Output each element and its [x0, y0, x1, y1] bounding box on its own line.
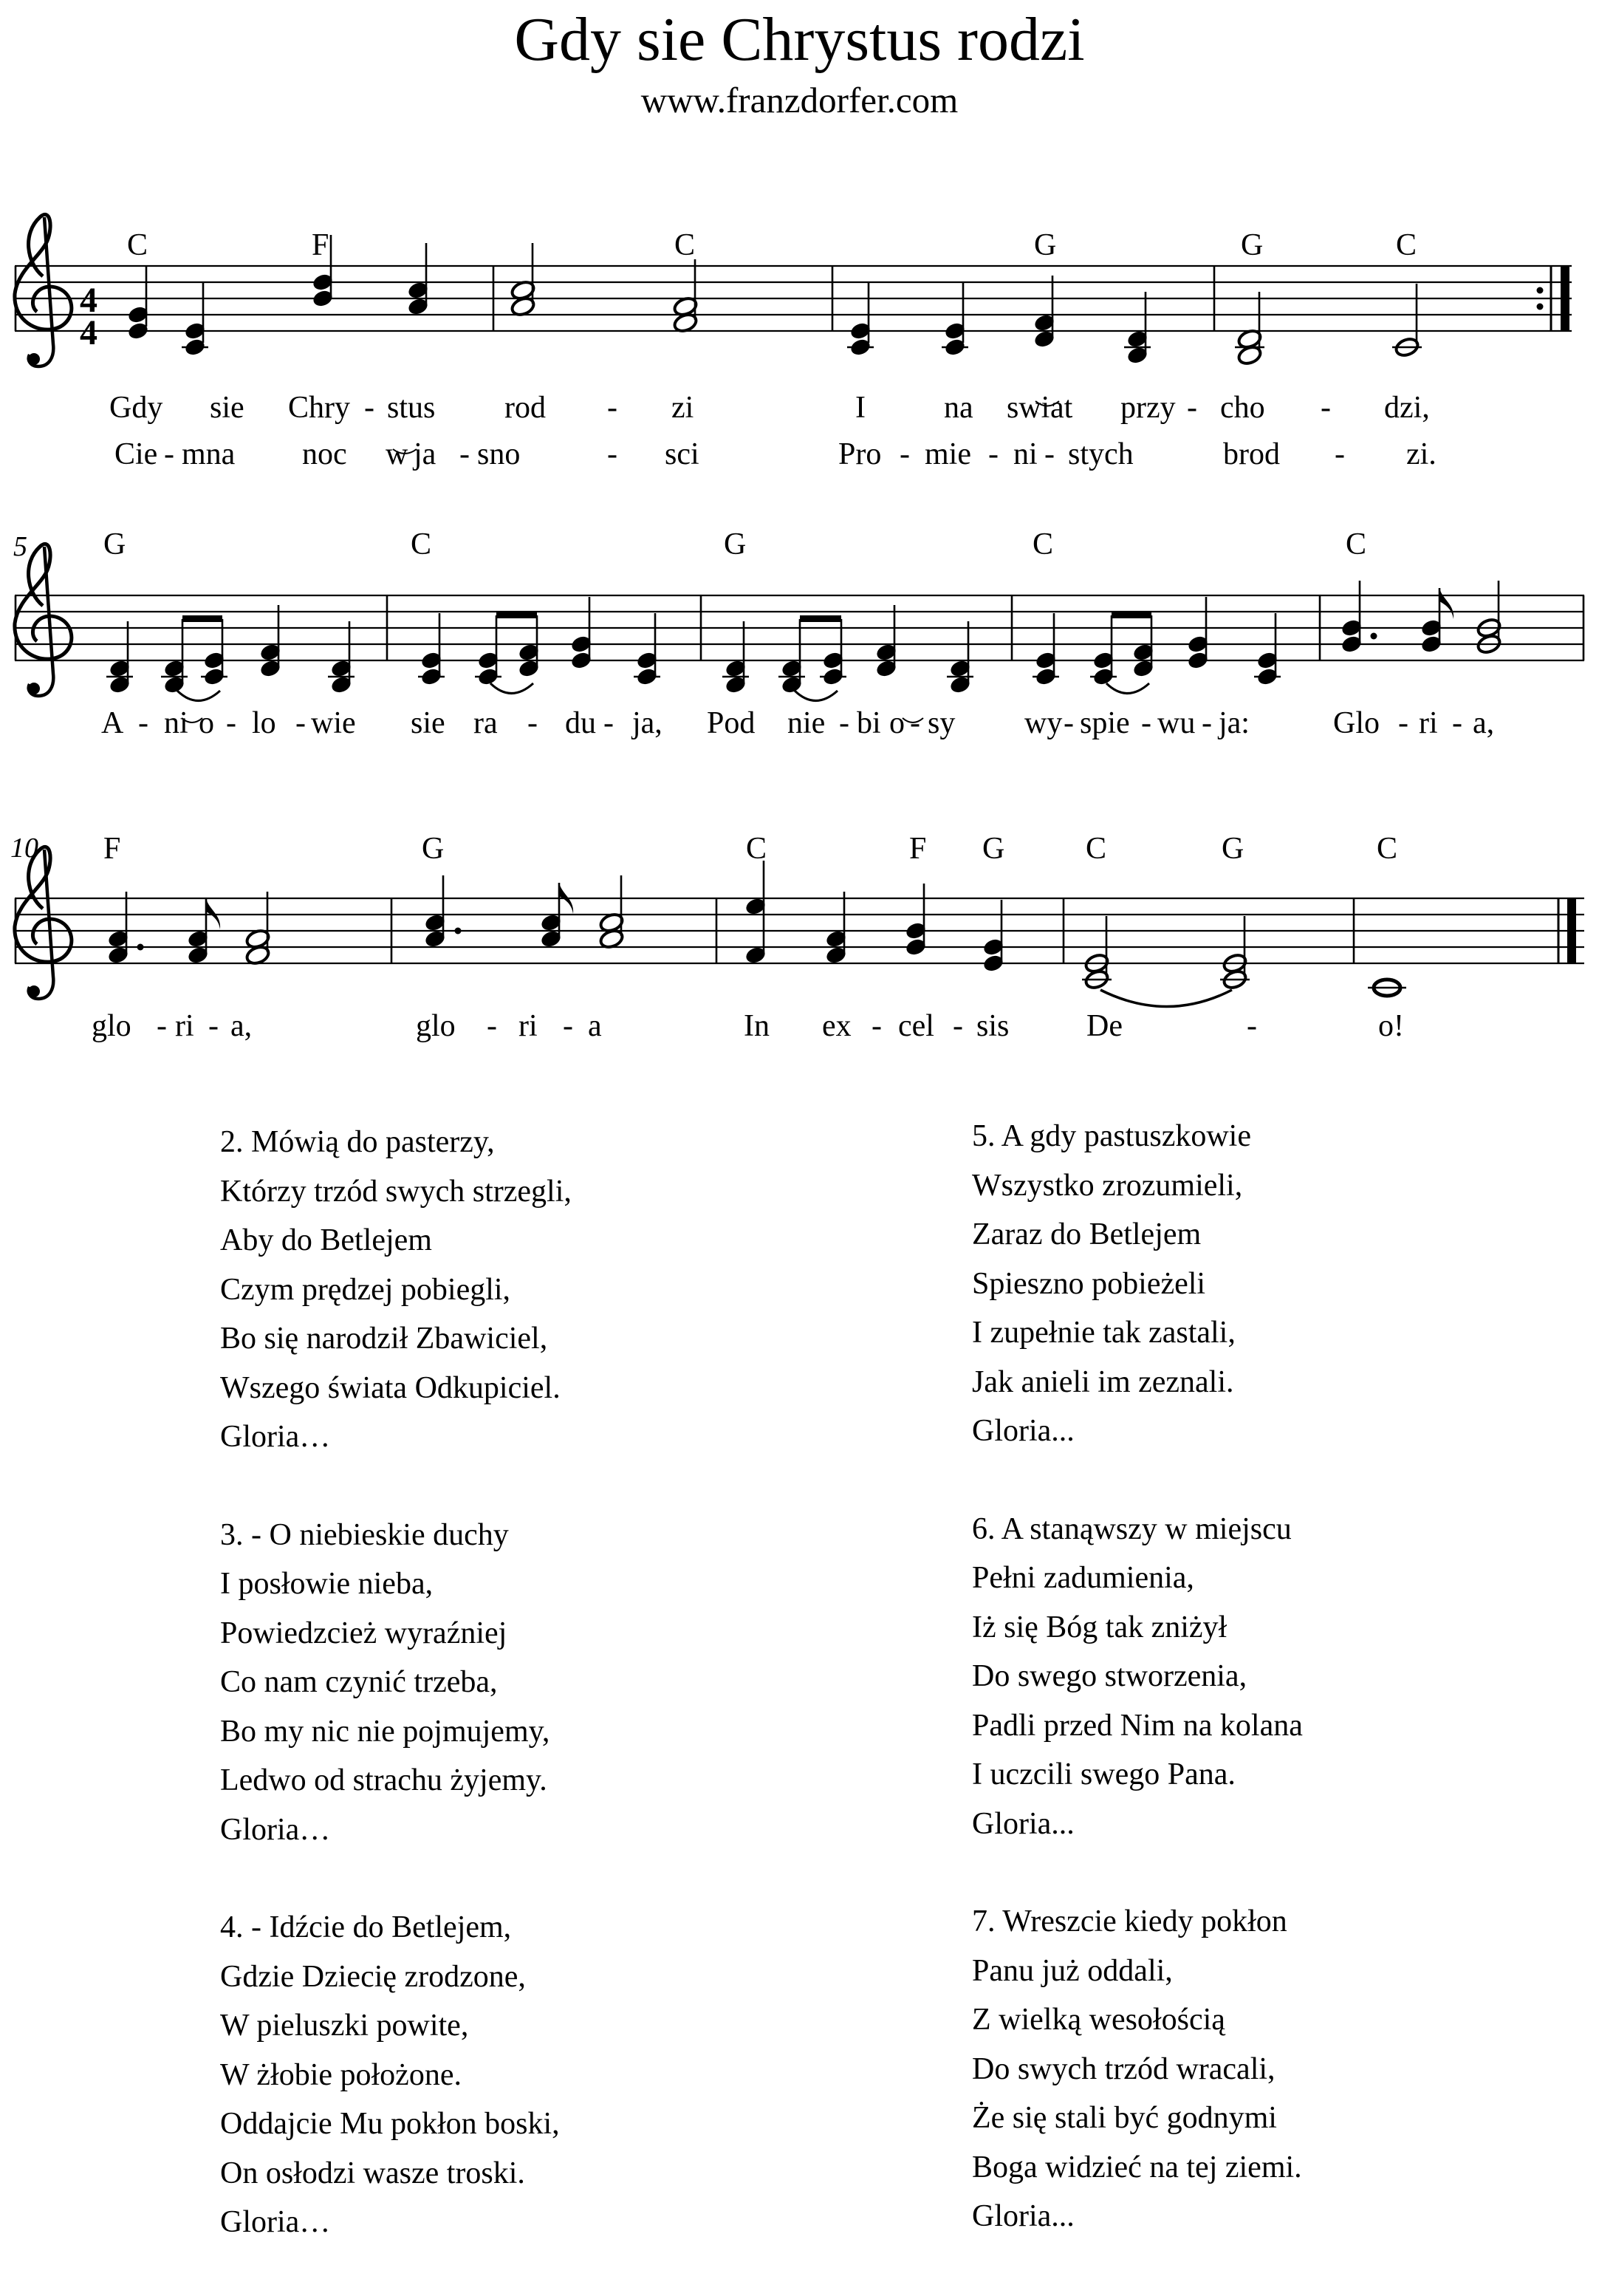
verse-line: Gloria...	[972, 1806, 1075, 1841]
lyric-syllable: ja	[414, 437, 436, 471]
lyric-syllable: swi	[1007, 391, 1050, 425]
verse-line: Gloria…	[220, 1420, 331, 1454]
lyric-syllable: ex	[822, 1009, 852, 1043]
verse-line: Ledwo od strachu żyjemy.	[220, 1763, 547, 1797]
lyric-syllable: ri	[1419, 706, 1438, 740]
verse-line: Z wielką wesołością	[972, 2003, 1225, 2037]
lyrics-system-2	[101, 706, 1494, 740]
lyric-syllable: -	[487, 1009, 497, 1043]
verse-line: Co nam czynić trzeba,	[220, 1665, 498, 1699]
lyric-syllable: -	[527, 706, 538, 740]
lyric-syllable: Pro	[838, 437, 882, 471]
lyric-syllable: In	[744, 1009, 770, 1043]
chord-symbol: C	[674, 228, 696, 262]
lyric-syllable: -	[953, 1009, 963, 1043]
lyric-syllable: -	[1064, 706, 1074, 740]
verse-line: Gloria...	[972, 1414, 1075, 1448]
chord-symbol: F	[103, 832, 121, 866]
lyric-syllable: -	[226, 706, 236, 740]
notes-measure-4	[1235, 284, 1422, 366]
final-barline	[1561, 266, 1569, 331]
lyric-syllable: -	[1335, 437, 1345, 471]
lyric-syllable: -	[910, 706, 920, 740]
verse-3	[220, 1511, 572, 1855]
lyric-syllable: A	[101, 706, 124, 740]
measure-number: 10	[10, 833, 38, 864]
lyric-syllable: -	[1044, 437, 1055, 471]
lyric-syllable: a,	[230, 1009, 253, 1043]
lyric-syllable: -	[1202, 706, 1212, 740]
verse-line: I zupełnie tak zastali,	[972, 1316, 1236, 1350]
lyric-syllable: Chry	[288, 391, 350, 425]
lyric-syllable: a,	[1473, 706, 1495, 740]
lyric-syllable: at	[1050, 391, 1073, 425]
chord-symbol: C	[1377, 832, 1398, 866]
staff-lines	[15, 266, 1572, 331]
lyric-syllable: -	[607, 437, 617, 471]
treble-clef-icon	[15, 214, 72, 366]
lyric-syllable: przy	[1120, 391, 1176, 425]
lyric-syllable: ni	[1013, 437, 1038, 471]
lyric-syllable: -	[459, 437, 470, 471]
lyric-syllable: ja:	[1219, 706, 1250, 740]
lyric-syllable: ri	[175, 1009, 194, 1043]
verse-line: Bo się narodził Zbawiciel,	[220, 1322, 548, 1356]
lyric-syllable: dzi,	[1384, 391, 1430, 425]
lyric-syllable: o	[199, 706, 214, 740]
lyric-syllable: bi	[857, 706, 881, 740]
repeat-dot	[1537, 304, 1544, 310]
lyric-syllable: Cie	[114, 437, 158, 471]
chord-symbol: G	[724, 527, 747, 561]
lyric-syllable: -	[138, 706, 148, 740]
verse-2	[220, 1118, 572, 1462]
chord-symbol: G	[1034, 228, 1057, 262]
chord-symbol: C	[1346, 527, 1367, 561]
lyric-syllable: brod	[1223, 437, 1280, 471]
verse-line: Wszystko zrozumieli,	[972, 1168, 1243, 1203]
chord-symbol: C	[746, 832, 767, 866]
lyric-syllable: glo	[92, 1009, 131, 1043]
lyric-syllable: cel	[898, 1009, 934, 1043]
chord-symbol: C	[1396, 228, 1417, 262]
chord-symbol: C	[127, 228, 148, 262]
lyric-syllable: o!	[1378, 1009, 1404, 1043]
verse-6	[972, 1505, 1303, 1849]
staff-lines	[15, 898, 1584, 963]
notes-measure-3	[847, 276, 1151, 366]
lyric-syllable: -	[900, 437, 910, 471]
verse-line: Gloria…	[220, 1812, 331, 1847]
lyric-syllable: ri	[518, 1009, 538, 1043]
lyric-syllable: -	[1247, 1009, 1257, 1043]
verse-line: 5. A gdy pastuszkowie	[972, 1119, 1251, 1153]
verse-line: Spieszno pobieżeli	[972, 1266, 1206, 1301]
verse-line: 2. Mówią do pasterzy,	[220, 1125, 495, 1159]
lyric-syllable: cho	[1220, 391, 1265, 425]
lyric-syllable: I	[855, 391, 866, 425]
chord-symbol: G	[982, 832, 1005, 866]
chord-symbol: C	[411, 527, 432, 561]
lyric-syllable: sno	[477, 437, 521, 471]
lyric-syllable: -	[1141, 706, 1151, 740]
verse-line: Jak anieli im zeznali.	[972, 1364, 1234, 1399]
chord-symbol: G	[1222, 832, 1244, 866]
verse-line: I uczcili swego Pana.	[972, 1757, 1236, 1791]
verse-line: Powiedzcież wyraźniej	[220, 1616, 507, 1650]
lyric-syllable: glo	[416, 1009, 456, 1043]
slur	[1100, 990, 1232, 1007]
verse-line: Boga widzieć na tej ziemi.	[972, 2150, 1302, 2184]
chord-symbol: F	[312, 228, 329, 262]
notes-measure-14	[1368, 980, 1406, 996]
lyric-syllable: -	[1452, 706, 1462, 740]
lyric-syllable: wie	[311, 706, 356, 740]
chord-symbol: C	[1033, 527, 1054, 561]
lyric-syllable: De	[1086, 1009, 1123, 1043]
verse-line: Bo my nic nie pojmujemy,	[220, 1714, 550, 1749]
lyric-syllable: stus	[387, 391, 436, 425]
lyric-syllable: a	[588, 1009, 602, 1043]
verse-line: Padli przed Nim na kolana	[972, 1708, 1303, 1743]
lyric-syllable: ra	[473, 706, 498, 740]
lyric-syllable: Pod	[707, 706, 756, 740]
measure-number: 5	[13, 531, 27, 562]
lyric-syllable: -	[295, 706, 306, 740]
lyric-syllable: wu	[1157, 706, 1196, 740]
lyric-syllable: nie	[787, 706, 826, 740]
chord-symbol: G	[422, 832, 445, 866]
verse-line: Pełni zadumienia,	[972, 1561, 1194, 1595]
notes-measure-2	[510, 243, 698, 334]
verse-line: Iż się Bóg tak zniżył	[972, 1610, 1228, 1644]
verses-right-column	[972, 1112, 1303, 2290]
treble-clef-icon	[15, 847, 72, 999]
verse-line: Panu już oddali,	[972, 1953, 1173, 1988]
lyric-syllable: wy	[1024, 706, 1063, 740]
lyric-syllable: sci	[665, 437, 699, 471]
time-signature-bottom: 4	[80, 313, 97, 352]
lyric-syllable: -	[872, 1009, 882, 1043]
chord-symbol: G	[103, 527, 126, 561]
verse-line: W żłobie położone.	[220, 2057, 462, 2092]
notes-measure-7	[722, 605, 973, 701]
lyric-syllable: -	[988, 437, 999, 471]
staff-system-1	[15, 214, 1572, 471]
lyric-syllable: -	[364, 391, 374, 425]
verses-left-column	[220, 1118, 572, 2296]
time-signature-top: 4	[80, 281, 97, 320]
sheet-music-score	[0, 0, 1599, 1108]
lyric-syllable: w	[386, 437, 408, 471]
lyric-syllable: -	[607, 391, 617, 425]
treble-clef-icon	[15, 544, 72, 696]
verse-line: 3. - O niebieskie duchy	[220, 1517, 509, 1552]
lyric-syllable: o	[889, 706, 905, 740]
verse-line: Gdzie Dziecię zrodzone,	[220, 1959, 526, 1994]
lyric-syllable: -	[164, 437, 174, 471]
lyric-syllable: du	[565, 706, 596, 740]
lyric-syllable: -	[157, 1009, 167, 1043]
staff-system-2	[13, 527, 1584, 740]
verse-line: Do swych trzód wracali,	[972, 2051, 1276, 2086]
lyric-syllable: sie	[210, 391, 244, 425]
lyric-syllable: stych	[1068, 437, 1134, 471]
lyric-syllable: sie	[411, 706, 445, 740]
verse-line: Że się stali być godnymi	[972, 2101, 1277, 2135]
notes-measure-11	[423, 875, 624, 950]
notes-measure-1	[126, 235, 429, 358]
lyric-syllable: lo	[252, 706, 276, 740]
lyric-syllable: -	[839, 706, 849, 740]
verse-line: 6. A stanąwszy w miejscu	[972, 1511, 1292, 1546]
final-barline	[1567, 898, 1576, 963]
lyrics-verse-1	[109, 391, 1430, 425]
verse-line: I posłowie nieba,	[220, 1567, 434, 1601]
verse-line: Oddajcie Mu pokłon boski,	[220, 2107, 560, 2141]
verse-line: Do swego stworzenia,	[972, 1659, 1247, 1693]
chord-symbol: F	[909, 832, 927, 866]
notes-measure-13	[1082, 916, 1250, 1007]
verse-5	[972, 1112, 1303, 1456]
lyric-syllable: -	[563, 1009, 573, 1043]
lyric-syllable: spie	[1080, 706, 1130, 740]
verse-7	[972, 1897, 1303, 2241]
lyric-syllable: -	[1321, 391, 1331, 425]
notes-measure-12	[744, 861, 1004, 974]
verse-line: Gloria...	[972, 2199, 1075, 2233]
verse-line: Zaraz do Betlejem	[972, 1217, 1202, 1251]
lyric-syllable: mie	[925, 437, 971, 471]
verse-line: On osłodzi wasze troski.	[220, 2156, 525, 2190]
song-title: Gdy sie Chrystus rodzi	[514, 5, 1085, 74]
chord-symbol: G	[1241, 228, 1264, 262]
lyric-syllable: -	[1187, 391, 1197, 425]
website-subtitle: www.franzdorfer.com	[640, 80, 959, 120]
verse-4	[220, 1903, 572, 2247]
lyric-syllable: Glo	[1333, 706, 1380, 740]
lyric-syllable: mna	[182, 437, 236, 471]
verse-line: Wszego świata Odkupiciel.	[220, 1370, 561, 1405]
verse-line: Czym prędzej pobiegli,	[220, 1272, 511, 1307]
lyric-syllable: zi.	[1406, 437, 1437, 471]
verse-line: 7. Wreszcie kiedy pokłon	[972, 1904, 1287, 1938]
lyric-syllable: ni	[164, 706, 188, 740]
lyric-syllable: Gdy	[109, 391, 163, 425]
lyric-syllable: sis	[976, 1009, 1010, 1043]
staff-system-3	[10, 832, 1584, 1043]
lyric-syllable: sy	[928, 706, 956, 740]
lyric-syllable: noc	[302, 437, 347, 471]
verse-line: 4. - Idźcie do Betlejem,	[220, 1910, 512, 1944]
notes-measure-5	[106, 605, 355, 701]
notes-measure-10	[106, 892, 270, 966]
lyric-syllable: -	[603, 706, 614, 740]
lyric-syllable: -	[208, 1009, 219, 1043]
verse-line: W pieluszki powite,	[220, 2009, 469, 2043]
repeat-dot	[1537, 287, 1544, 294]
verse-line: Aby do Betlejem	[220, 1223, 432, 1257]
lyric-syllable: zi	[671, 391, 694, 425]
lyric-syllable: -	[1398, 706, 1408, 740]
verse-line: Gloria…	[220, 2205, 331, 2239]
verse-line: Którzy trzód swych strzegli,	[220, 1174, 572, 1209]
lyric-syllable: na	[944, 391, 973, 425]
lyrics-verse-2	[114, 437, 1437, 471]
lyric-syllable: ja,	[632, 706, 662, 740]
lyric-syllable: rod	[504, 391, 546, 425]
chord-symbol: C	[1086, 832, 1107, 866]
lyrics-system-3	[92, 1009, 1404, 1043]
